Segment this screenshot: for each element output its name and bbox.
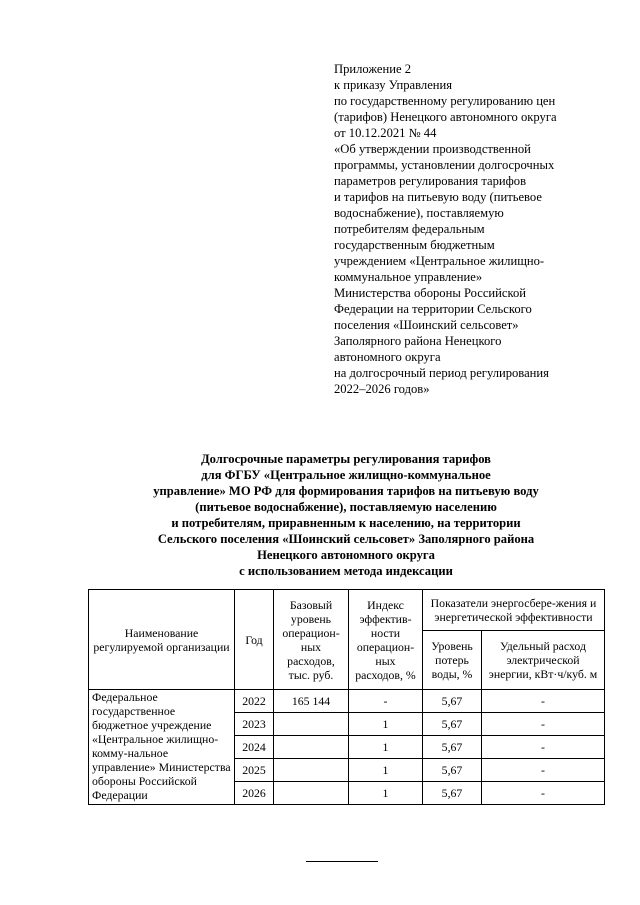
header-water-losses: Уровень потерь воды, % <box>423 631 482 690</box>
index-cell: 1 <box>349 713 423 736</box>
losses-cell: 5,67 <box>423 690 482 713</box>
document-title <box>88 451 604 579</box>
index-cell: 1 <box>349 736 423 759</box>
year-cell: 2025 <box>235 759 274 782</box>
base-cell <box>274 713 349 736</box>
base-cell <box>274 736 349 759</box>
appendix-line: к приказу Управления <box>334 78 453 92</box>
appendix-line: государственным бюджетным <box>334 238 495 252</box>
table-row <box>89 690 605 713</box>
title-line: (питьевое водоснабжение), поставляемую населению <box>195 500 497 514</box>
appendix-block <box>334 61 624 397</box>
losses-cell: 5,67 <box>423 713 482 736</box>
specific-cell: - <box>482 713 605 736</box>
header-org: Наименование регулируемой организации <box>89 590 235 690</box>
year-cell: 2022 <box>235 690 274 713</box>
index-cell: 1 <box>349 782 423 805</box>
appendix-line: поселения «Шоинский сельсовет» <box>334 318 519 332</box>
header-year: Год <box>235 590 274 690</box>
header-efficiency-index: Индекс эффектив-ности операцион-ных расходов, % <box>349 590 423 690</box>
appendix-line: программы, установлении долгосрочных <box>334 158 555 172</box>
specific-cell: - <box>482 736 605 759</box>
appendix-line: 2022–2026 годов» <box>334 382 430 396</box>
losses-cell: 5,67 <box>423 736 482 759</box>
title-line: и потребителям, приравненным к населению, на территории <box>171 516 521 530</box>
base-cell <box>274 782 349 805</box>
year-cell: 2024 <box>235 736 274 759</box>
appendix-line: Приложение 2 <box>334 62 412 76</box>
specific-cell: - <box>482 782 605 805</box>
appendix-line: от 10.12.2021 № 44 <box>334 126 437 140</box>
appendix-line: «Об утверждении производственной <box>334 142 531 156</box>
header-specific-energy: Удельный расход электрической энергии, кВт·ч/куб. м <box>482 631 605 690</box>
appendix-line: и тарифов на питьевую воду (питьевое <box>334 190 542 204</box>
base-cell <box>274 759 349 782</box>
tariff-parameters-table <box>88 589 605 805</box>
appendix-line: Министерства обороны Российской <box>334 286 527 300</box>
year-cell: 2026 <box>235 782 274 805</box>
title-line: Долгосрочные параметры регулирования тарифов <box>201 452 491 466</box>
header-base-level: Базовый уровень операцион-ных расходов, тыс. руб. <box>274 590 349 690</box>
title-line: управление» МО РФ для формирования тарифов на питьевую воду <box>153 484 539 498</box>
table-header-row <box>89 590 605 631</box>
footer-divider <box>306 861 378 862</box>
appendix-line: параметров регулирования тарифов <box>334 174 527 188</box>
year-cell: 2023 <box>235 713 274 736</box>
appendix-line: (тарифов) Ненецкого автономного округа <box>334 110 557 124</box>
appendix-line: коммунальное управление» <box>334 270 483 284</box>
title-line: с использованием метода индексации <box>239 564 453 578</box>
index-cell: 1 <box>349 759 423 782</box>
specific-cell: - <box>482 759 605 782</box>
title-line: Сельского поселения «Шоинский сельсовет» Заполярного района <box>157 532 535 546</box>
losses-cell: 5,67 <box>423 759 482 782</box>
title-line: Ненецкого автономного округа <box>257 548 435 562</box>
header-energy-group: Показатели энергосбере-жения и энергетической эффективности <box>423 590 605 631</box>
specific-cell: - <box>482 690 605 713</box>
appendix-line: Заполярного района Ненецкого <box>334 334 502 348</box>
appendix-line: по государственному регулированию цен <box>334 94 556 108</box>
appendix-line: потребителям федеральным <box>334 222 485 236</box>
index-cell: - <box>349 690 423 713</box>
title-line: для ФГБУ «Центральное жилищно-коммунальное <box>201 468 491 482</box>
base-cell: 165 144 <box>274 690 349 713</box>
appendix-line: Федерации на территории Сельского <box>334 302 532 316</box>
org-name-cell: Федеральное государственное бюджетное учреждение «Центральное жилищно-комму-нальное управление» Министерства обороны Российской Федерации <box>89 690 235 805</box>
appendix-line: учреждением «Центральное жилищно- <box>334 254 545 268</box>
losses-cell: 5,67 <box>423 782 482 805</box>
appendix-line: водоснабжение), поставляемую <box>334 206 504 220</box>
appendix-line: на долгосрочный период регулирования <box>334 366 549 380</box>
appendix-line: автономного округа <box>334 350 441 364</box>
